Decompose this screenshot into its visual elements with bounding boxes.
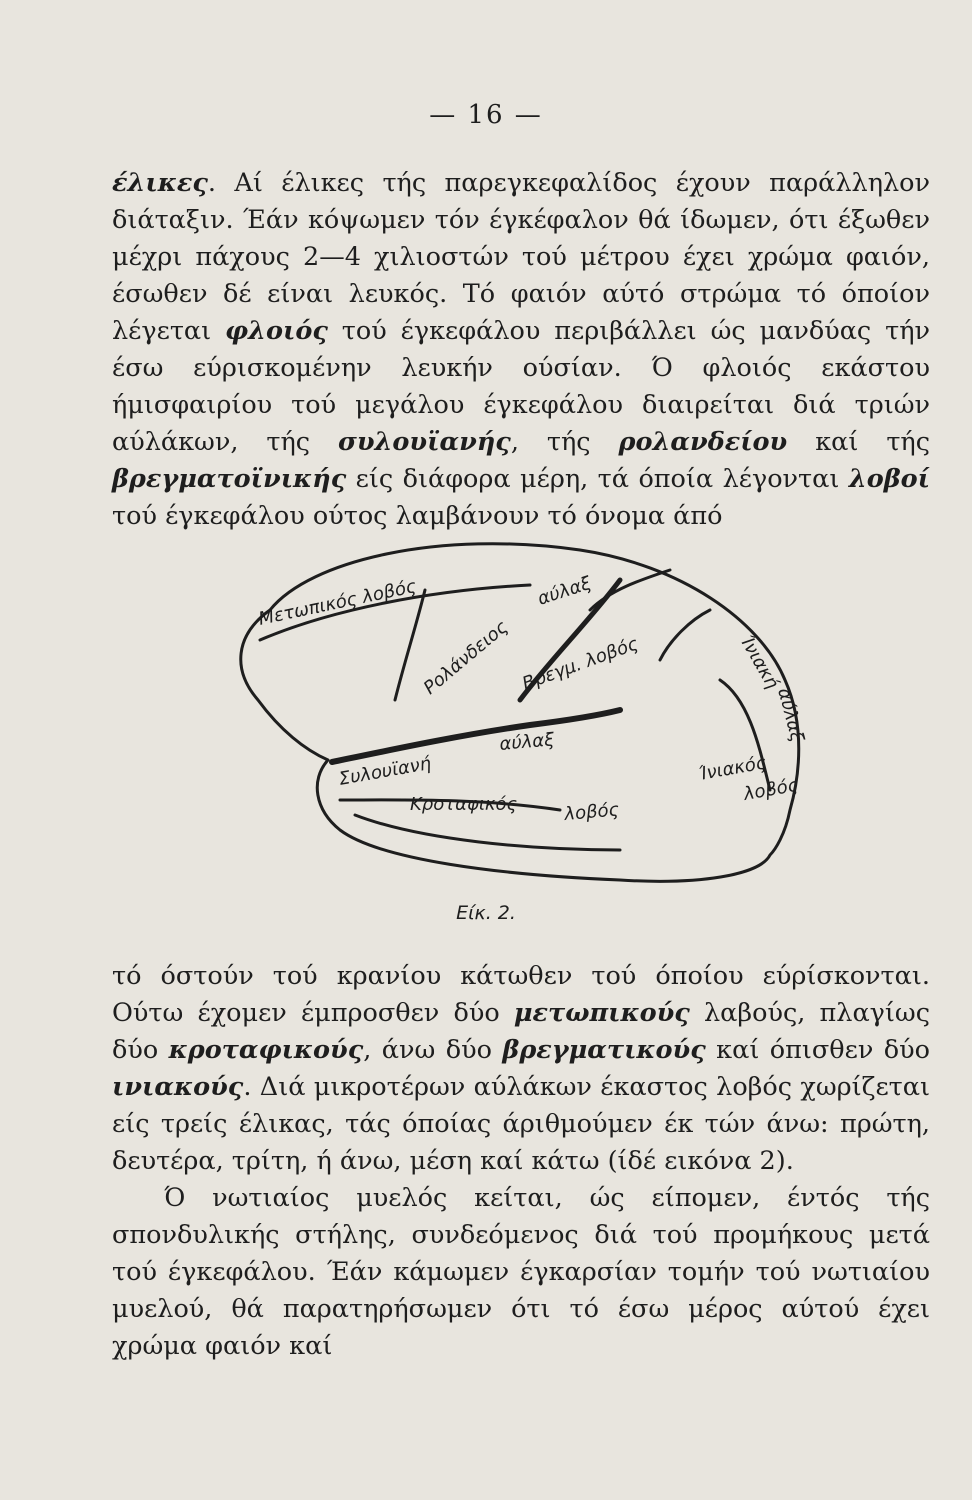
label-temporal-lobe: Κροταφικός	[410, 794, 518, 815]
label-sylvian: Συλουϊανή	[337, 753, 433, 790]
label-frontal-lobe: Μετωπικός λοβός	[256, 575, 419, 630]
term-elikes: έλικες	[112, 168, 208, 198]
label-occipital-lobe-word: λοβός	[742, 774, 800, 805]
term-floios: φλοιός	[225, 316, 328, 346]
text-span: . Διά μικροτέρων αύλάκων έκαστος λοβός χωρίζεται είς τρείς έλικας, τάς όποίας άριθμούμεν έκ τών άνω: πρώτη, δευτέρα, τρίτη, ή άνω, μέση καί κάτω (ίδέ εικόνα 2).	[112, 1072, 930, 1176]
page-number: — 16 —	[429, 100, 543, 130]
text-span: . Αί έλικες τής παρεγκεφαλίδος έχουν παράλληλον διάταξιν. Έάν κόψωμεν τόν έγκέφαλον θά ίδωμεν, ότι έξωθεν μέχρι πάχους 2—4 χιλιοστών τού μέτρου έχει χρώμα φαιόν, έσωθεν δέ είναι λευκός. Τό φαιόν αύτό στρώμα τό όποίον λέγεται	[112, 168, 930, 346]
term-lobes: λοβοί	[848, 464, 930, 494]
text-span: , τής	[510, 427, 619, 457]
text-span: είς διάφορα μέρη, τά όποία λέγονται	[346, 464, 849, 494]
label-rolandic-sulcus: αύλαξ	[535, 572, 594, 610]
term-temporal: κροταφικούς	[168, 1035, 364, 1065]
label-occipital-lobe: Ίνιακός	[697, 752, 768, 785]
term-parieto-occipital: βρεγματοϊνικής	[112, 464, 347, 494]
label-temporal-lobe-word: λοβός	[563, 799, 620, 825]
term-sylvian: συλουϊανής	[338, 427, 511, 457]
text-span: , άνω δύο	[363, 1035, 503, 1065]
text-span: τού έγκεφάλου περιβάλλει ώς μανδύας τήν έσω εύρισκομένην λευκήν ούσίαν. Ό φλοιός εκάστου ήμισφαιρίου τού μεγάλου έγκεφάλου διαιρείται διά τριών αύλάκων, τής	[112, 316, 930, 457]
text-span: καί όπισθεν δύο	[705, 1035, 930, 1065]
label-occipital-sulcus: Ίνιακή	[735, 632, 783, 693]
term-occipital: ινιακούς	[112, 1072, 244, 1102]
paragraph-3: Ό νωτιαίος μυελός κείται, ώς είπομεν, έντός τής σπονδυλικής στήλης, συνδεόμενος διά τού προμήκους μετά τού έγκεφάλου. Έάν κάμωμεν έγκαρσίαν τομήν τού νωτιαίου μυελού, θά παρατηρήσωμεν ότι τό έσω μέρος αύτού έχει χρώμα φαιόν καί	[112, 1183, 930, 1361]
label-occipital-sulcus-word: αύλαξ	[773, 685, 808, 745]
label-rolandic: Ρολάνδειος	[419, 616, 513, 699]
paragraph-2	[112, 958, 930, 1180]
paragraph-1	[112, 165, 930, 535]
text-span: τό όστούν τού κρανίου κάτωθεν τού όποίου εύρίσκονται. Ούτω έχομεν έμπροσθεν δύο	[112, 961, 930, 1028]
term-frontal: μετωπικούς	[513, 998, 690, 1028]
brain-figure	[200, 510, 840, 910]
label-sylvian-sulcus: αύλαξ	[498, 729, 556, 755]
label-parietal-lobe: Βρεγμ. λοβός	[519, 633, 642, 695]
figure-caption: Είκ. 2.	[456, 902, 516, 924]
term-rolandic: ρολανδείου	[618, 427, 788, 457]
brain-diagram	[200, 510, 840, 910]
sylvian-fissure	[332, 710, 620, 762]
text-span: καί τής	[787, 427, 930, 457]
text-span: λαβούς, πλαγίως δύο	[112, 998, 930, 1065]
text-span: τού έγκεφάλου ούτος λαμβάνουν τό όνομα άπό	[112, 501, 723, 531]
term-parietal: βρεγματικούς	[502, 1035, 706, 1065]
parietal-sulcus	[660, 610, 710, 660]
